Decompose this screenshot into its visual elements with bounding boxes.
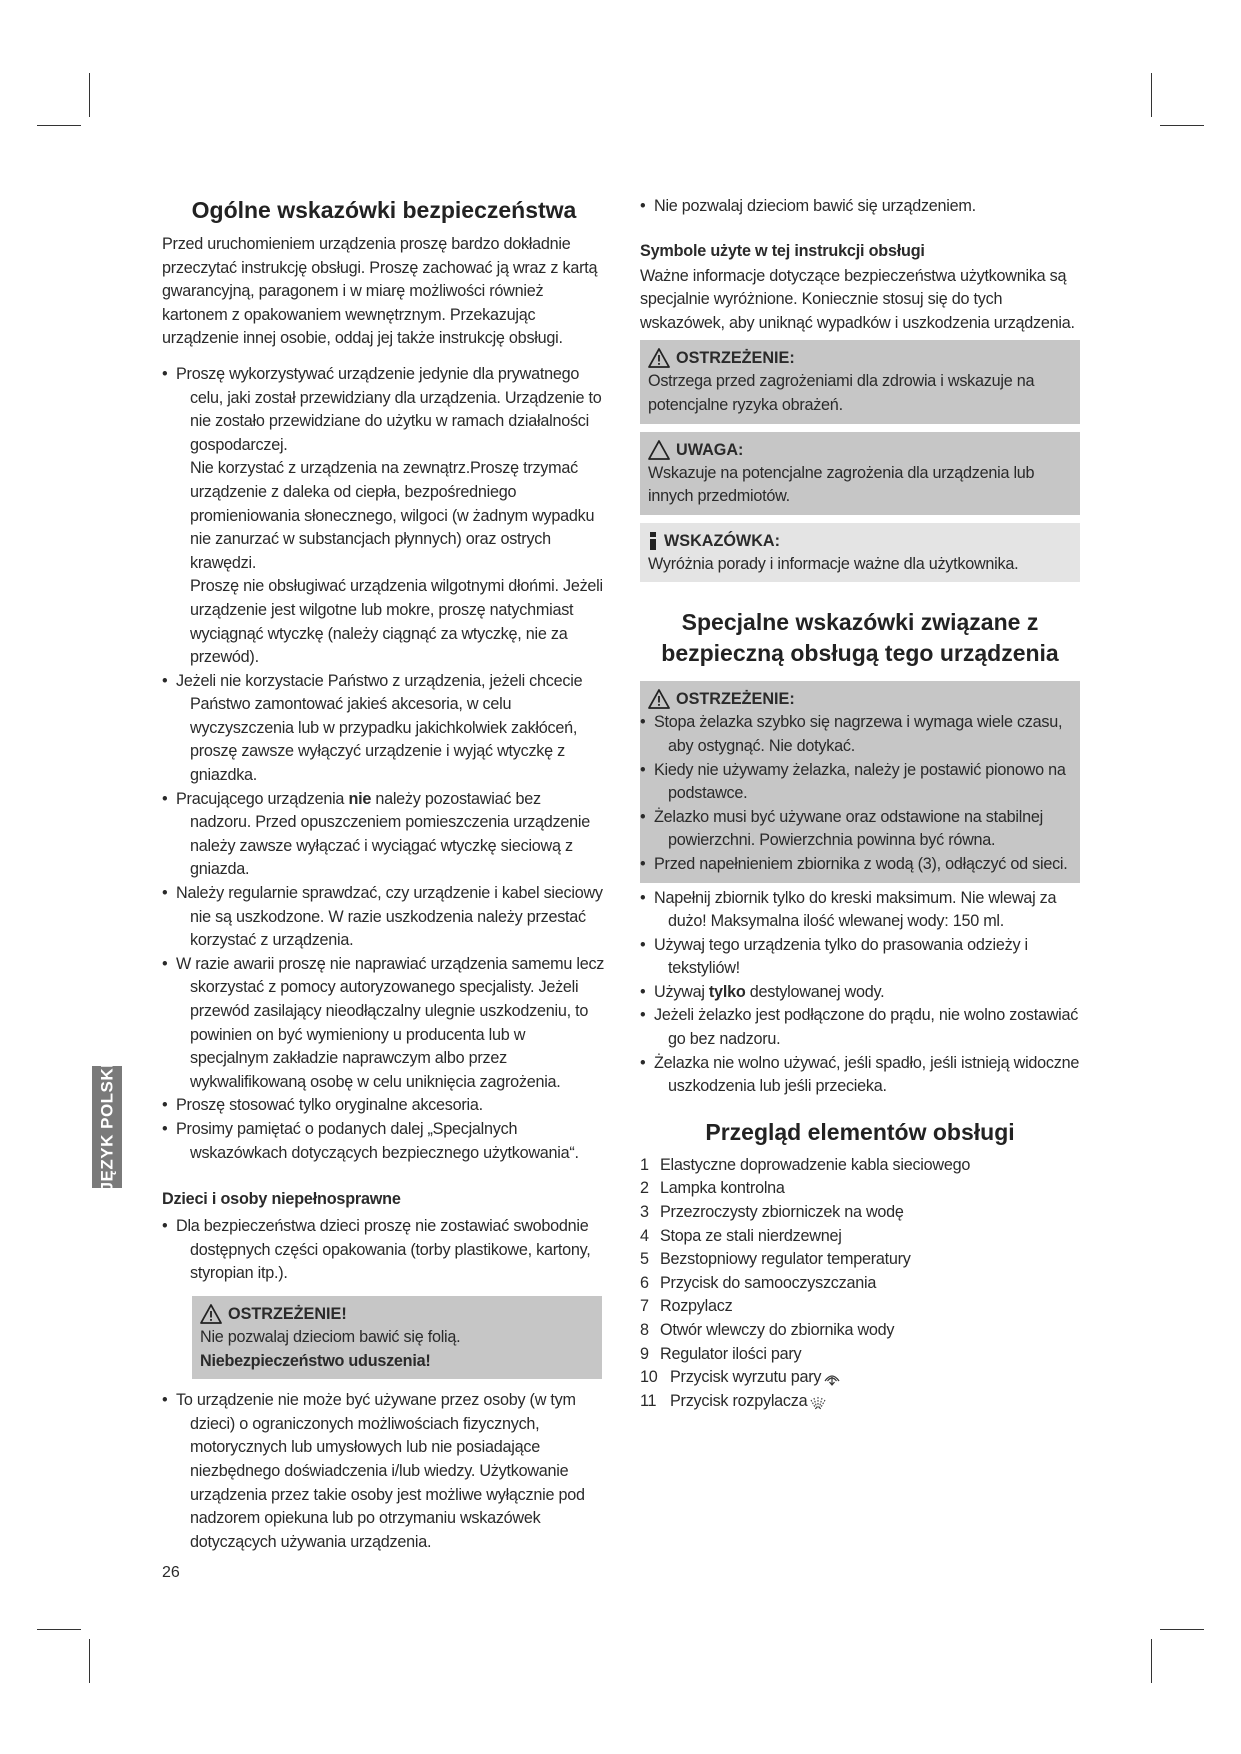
- symbols-heading: Symbole użyte w tej instrukcji obsługi: [640, 241, 925, 260]
- crop-mark: [37, 125, 81, 126]
- list-item: 4 Stopa ze stali nierdzewnej: [640, 1226, 842, 1245]
- info-icon: [648, 531, 658, 551]
- list-item: 11 Przycisk rozpylacza: [640, 1390, 1080, 1414]
- warning-triangle-icon: [200, 1304, 222, 1324]
- crop-mark: [1160, 125, 1204, 126]
- list-item: • Napełnij zbiornik tylko do kreski maksimum. Nie wlewaj za dużo! Maksymalna ilość wlewanej wody: 150 ml.: [640, 888, 1057, 931]
- language-tab-label: JĘZYK POLSKI: [97, 1062, 116, 1192]
- list-item: • Jeżeli nie korzystacie Państwo z urządzenia, jeżeli chcecie Państwo zamontować jakieś akcesoria, w celu wyczyszczenia lub w przypadku jakichkolwiek zakłóceń, proszę zawsze wyłączyć urządzenie i wyjąć wtyczkę z gniazdka.: [162, 671, 583, 785]
- list-item: • Pracującego urządzenia nie należy pozostawiać bez nadzoru. Przed opuszczeniem pomieszczenia urządzenie należy zawsze wyłączać i wyciągać wtyczkę sieciową z gniazda.: [162, 789, 591, 879]
- steam-burst-icon: [823, 1369, 841, 1387]
- warning-box-title: OSTRZEŻENIE!: [200, 1302, 594, 1326]
- list-item: • Proszę stosować tylko oryginalne akcesoria.: [162, 1096, 483, 1115]
- list-item: • Używaj tylko destylowanej wody.: [640, 982, 885, 1001]
- list-item: 2 Lampka kontrolna: [640, 1179, 785, 1198]
- parts-overview-title: Przegląd elementów obsługi: [705, 1118, 1015, 1145]
- list-item: 3 Przezroczysty zbiorniczek na wodę: [640, 1203, 904, 1222]
- list-item: • Należy regularnie sprawdzać, czy urządzenie i kabel sieciowy nie są uszkodzone. W razie uszkodzenia należy przestać korzystać z urządzenia.: [162, 884, 603, 950]
- tip-symbol-box: WSKAZÓWKA: Wyróżnia porady i informacje ważne dla użytkownika.: [640, 523, 1080, 583]
- list-item: • Dla bezpieczeństwa dzieci proszę nie zostawiać swobodnie dostępnych części opakowania (torby plastikowe, kartony, styropian itp.).: [162, 1217, 591, 1283]
- list-item: 6 Przycisk do samooczyszczania: [640, 1273, 877, 1292]
- crop-mark: [37, 1629, 81, 1630]
- special-safety-title: Specjalne wskazówki związane z bezpieczną obsługą tego urządzenia: [661, 609, 1059, 667]
- caution-triangle-icon: [648, 440, 670, 460]
- children-warning-box: OSTRZEŻENIE! Nie pozwalaj dzieciom bawić się folią. Niebezpieczeństwo uduszenia!: [192, 1296, 602, 1379]
- list-item: • Prosimy pamiętać o podanych dalej „Specjalnych wskazówkach dotyczących bezpiecznego użytkowania“.: [162, 1119, 579, 1162]
- list-item: • Przed napełnieniem zbiornika z wodą (3), odłączyć od sieci.: [640, 854, 1068, 873]
- list-item: • Nie pozwalaj dzieciom bawić się urządzeniem.: [640, 197, 976, 215]
- caution-symbol-box: UWAGA: Wskazuje na potencjalne zagrożenia dla urządzenia lub innych przedmiotów.: [640, 432, 1080, 515]
- parts-list: [640, 1154, 1080, 1414]
- children-play-bullet: [640, 195, 1080, 219]
- warning-symbol-box: OSTRZEŻENIE: Ostrzega przed zagrożeniami dla zdrowia i wskazuje na potencjalne ryzyka obrażeń.: [640, 340, 1080, 423]
- list-item: 5 Bezstopniowy regulator temperatury: [640, 1250, 911, 1269]
- language-tab: [92, 1062, 122, 1192]
- general-safety-title: Ogólne wskazówki bezpieczeństwa: [191, 197, 577, 223]
- children-bullets: [162, 1215, 606, 1286]
- list-item: • Używaj tego urządzenia tylko do prasowania odzieży i tekstyliów!: [640, 935, 1028, 978]
- page-number: 26: [162, 1564, 180, 1581]
- usage-bullets: [640, 887, 1080, 1099]
- list-item: 10 Przycisk wyrzutu pary: [640, 1366, 1080, 1390]
- list-item: • Żelazko musi być używane oraz odstawione na stabilnej powierzchni. Powierzchnia powinna być równa.: [640, 807, 1043, 850]
- safety-bullets: [162, 363, 606, 1165]
- disabled-bullets: [162, 1389, 606, 1554]
- list-item: • Kiedy nie używamy żelazka, należy je postawić pionowo na podstawce.: [640, 760, 1066, 803]
- crop-mark: [89, 73, 90, 117]
- special-warning-box: OSTRZEŻENIE: • Stopa żelazka szybko się nagrzewa i wymaga wiele czasu, aby ostygnąć. Nie dotykać. • Kiedy nie używamy żelazka, należy je postawić pionowo na podstawce. • Żelazko musi być używane oraz odstawione na stabilnej powierzchni. Powierzchnia powinna być równa. • Przed napełnieniem zbiornika z wodą (3), odłączyć od sieci.: [640, 681, 1080, 882]
- list-item: • W razie awarii proszę nie naprawiać urządzenia samemu lecz skorzystać z pomocy autoryzowanego specjalisty. Jeżeli przewód zasilający nieodłączalny ulegnie uszkodzeniu, to powinien on być wymieniony u producenta lub w specjalnym zakładzie naprawczym albo przez wykwalifikowaną osobę w celu uniknięcia zagrożenia.: [162, 954, 605, 1091]
- list-item: 1 Elastyczne doprowadzenie kabla sieciowego: [640, 1155, 971, 1174]
- list-item: • Żelazka nie wolno używać, jeśli spadło, jeśli istnieją widoczne uszkodzenia lub jeśli przecieka.: [640, 1053, 1080, 1096]
- symbols-intro: Ważne informacje dotyczące bezpieczeństwa użytkownika są specjalnie wyróżnione. Koniecznie stosuj się do tych wskazówek, aby uniknąć wypadków i uszkodzenia urządzenia.: [640, 266, 1075, 332]
- list-item: 8 Otwór wlewczy do zbiornika wody: [640, 1321, 895, 1339]
- list-item: • To urządzenie nie może być używane przez osoby (w tym dzieci) o ograniczonych możliwościach fizycznych, motorycznych lub umysłowych lub nie posiadające niezbędnego doświadczenia i/lub wiedzy. Użytkowanie urządzenia przez takie osoby jest możliwe wyłącznie pod nadzorem opiekuna lub po otrzymaniu wskazówek dotyczących używania urządzenia.: [162, 1391, 585, 1551]
- crop-mark: [1151, 1639, 1152, 1683]
- warning-triangle-icon: [648, 348, 670, 368]
- list-item: • Stopa żelazka szybko się nagrzewa i wymaga wiele czasu, aby ostygnąć. Nie dotykać.: [640, 713, 1063, 755]
- crop-mark: [1160, 1629, 1204, 1630]
- list-item: 9 Regulator ilości pary: [640, 1344, 802, 1363]
- special-warning-list: [640, 711, 1072, 876]
- crop-mark: [1151, 73, 1152, 117]
- intro-paragraph: Przed uruchomieniem urządzenia proszę bardzo dokładnie przeczytać instrukcję obsługi. Proszę zachować ją wraz z kartą gwarancyjną, paragonem i w miarę możliwości również kartonem z opakowaniem wewnętrznym. Przekazując urządzenie innej osobie, oddaj jej także instrukcję obsługi.: [162, 235, 598, 348]
- children-heading: Dzieci i osoby niepełnosprawne: [162, 1190, 401, 1209]
- list-item: • Jeżeli żelazko jest podłączone do prądu, nie wolno zostawiać go bez nadzoru.: [640, 1006, 1079, 1049]
- list-item: • Proszę wykorzystywać urządzenie jedynie dla prywatnego celu, jaki został przewidziany dla urządzenia. Urządzenie to nie zostało przewidziane do użytku w ramach działalności gospodarczej. Nie korzystać z urządzenia na zewnątrz.Proszę trzymać urządzenie z daleka od ciepła, bezpośredniego promieniowania słonecznego, wilgoci (w żadnym wypadku nie zanurzać w substancjach płynnych) oraz ostrych krawędzi. Proszę nie obsługiwać urządzenia wilgotnymi dłońmi. Jeżeli urządzenie jest wilgotne lub mokre, proszę natychmiast wyciągnąć wtyczkę (należy ciągnąć za wtyczkę, nie za przewód).: [162, 364, 603, 667]
- crop-mark: [89, 1639, 90, 1683]
- spray-icon: [809, 1393, 827, 1411]
- warning-triangle-icon: [648, 689, 670, 709]
- right-column: [640, 0, 1080, 1413]
- list-item: 7 Rozpylacz: [640, 1297, 733, 1316]
- left-column: [162, 0, 606, 1554]
